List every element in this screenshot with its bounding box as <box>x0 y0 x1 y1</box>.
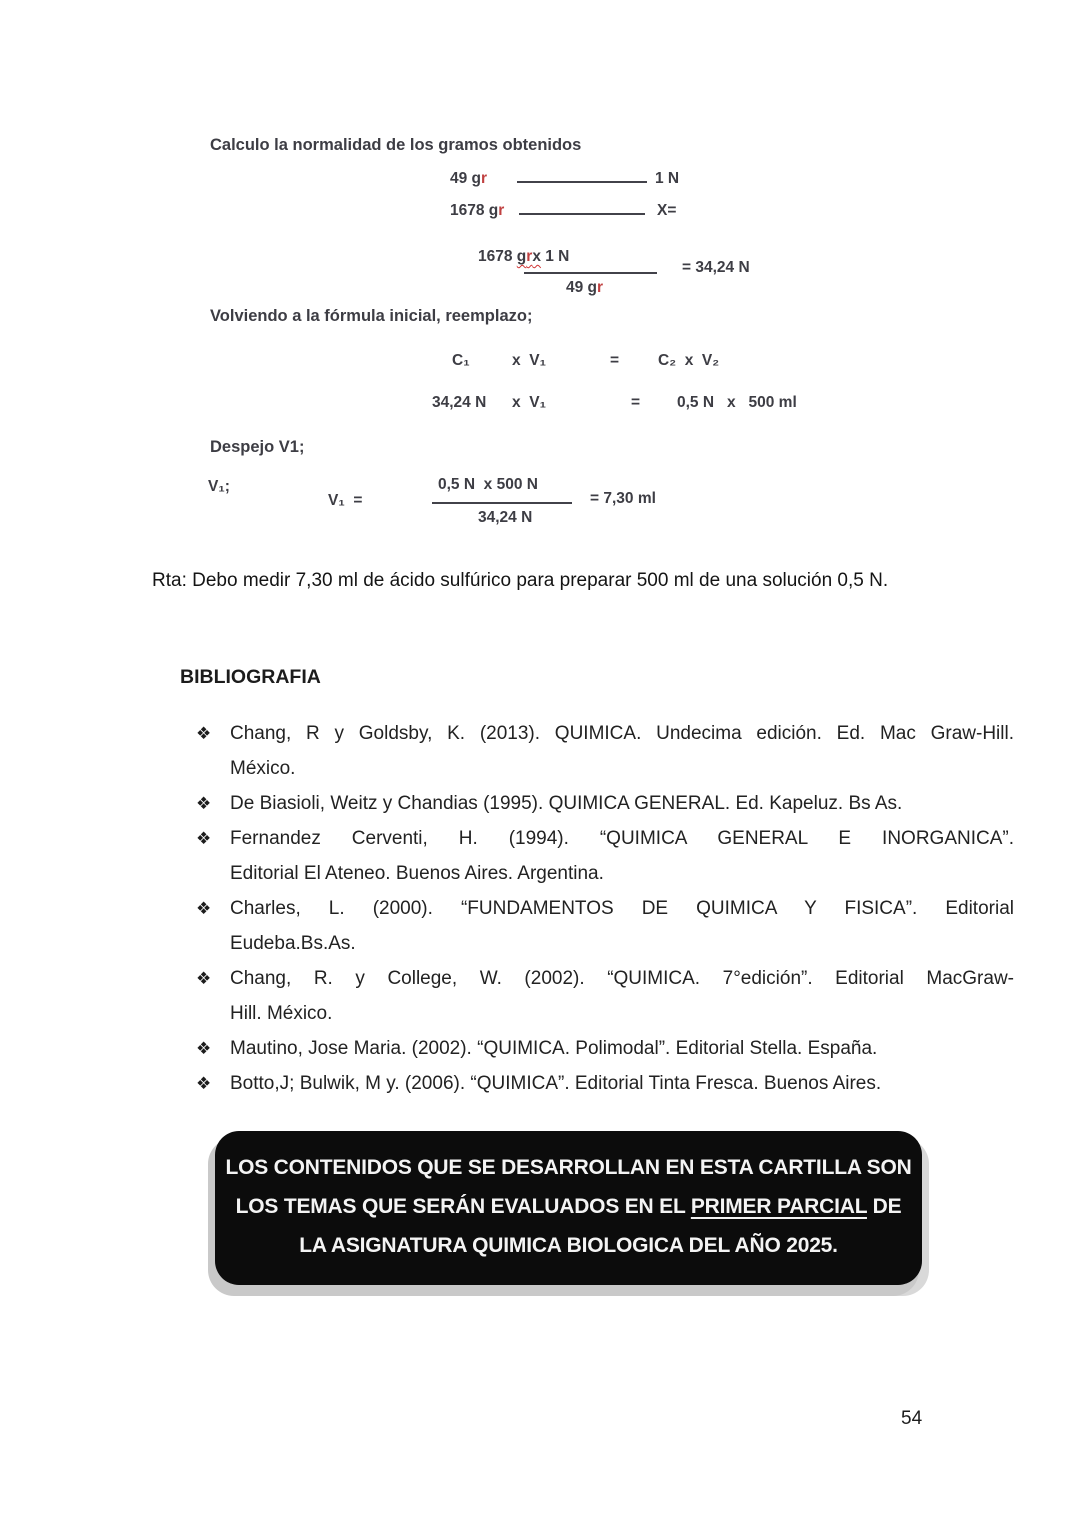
bibliography-line: De Biasioli, Weitz y Chandias (1995). QUIMICA GENERAL. Ed. Kapeluz. Bs As. <box>230 793 903 814</box>
numerator-g: g <box>516 248 527 265</box>
diamond-bullet-icon: ❖ <box>196 969 212 988</box>
bibliography-line: Botto,J; Bulwik, M y. (2006). “QUIMICA”. Editorial Tinta Fresca. Buenos Aires. <box>230 1073 882 1094</box>
qty-red-letter: r <box>481 170 488 187</box>
bibliography-heading: BIBLIOGRAFIA <box>180 666 321 688</box>
calculation-section <box>0 0 1080 560</box>
bibliography-line: México. <box>230 758 296 779</box>
bibliography-line: Chang, R y Goldsby, K. (2013). QUIMICA. Undecima edición. Ed. Mac Graw-Hill. <box>230 723 1014 744</box>
numerator-text: 1678 <box>478 248 517 265</box>
bibliography-item <box>196 1031 1014 1066</box>
notice-underlined-text: PRIMER PARCIAL <box>690 1195 867 1218</box>
denominator-text: 49 g <box>566 279 598 296</box>
fraction1-result: = 34,24 N <box>682 259 750 276</box>
bibliography-list <box>196 716 1014 1101</box>
proportion-row2-qty <box>450 202 504 220</box>
bibliography-item <box>196 716 1014 786</box>
despejo-text: Despejo V1; <box>210 438 305 456</box>
bibliography-line: Chang, R. y College, W. (2002). “QUIMICA. 7°edición”. Editorial MacGraw- <box>230 968 1014 989</box>
bibliography-item <box>196 786 1014 821</box>
qty-text: 49 g <box>450 170 482 187</box>
eq1-c1: C₁ <box>452 352 470 369</box>
qty-red-letter: r <box>498 202 505 219</box>
notice-line-1: LOS CONTENIDOS QUE SE DESARROLLAN EN ESTA CARTILLA SON <box>225 1156 912 1179</box>
eq2-equals: = <box>631 394 641 411</box>
diamond-bullet-icon: ❖ <box>196 1074 212 1093</box>
fraction2-numerator: 0,5 N x 500 N <box>438 476 538 493</box>
numerator-red-letter: r <box>526 248 533 265</box>
page-number: 54 <box>901 1408 923 1429</box>
proportion-row2-line <box>519 213 645 215</box>
fraction2-bar <box>432 502 572 504</box>
fraction1-numerator <box>478 248 569 266</box>
diamond-bullet-icon: ❖ <box>196 829 212 848</box>
v1-equals: V₁ = <box>328 492 363 509</box>
diamond-bullet-icon: ❖ <box>196 1039 212 1058</box>
volviendo-text: Volviendo a la fórmula inicial, reemplazo; <box>210 307 533 325</box>
numerator-x: x <box>532 248 541 265</box>
bibliography-item-text <box>230 716 1014 786</box>
diamond-bullet-icon: ❖ <box>196 724 212 743</box>
notice-line-3: LA ASIGNATURA QUIMICA BIOLOGICA DEL AÑO 2025. <box>299 1234 838 1257</box>
fraction1-bar <box>524 272 657 274</box>
bibliography-item <box>196 1066 1014 1101</box>
denominator-red-letter: r <box>597 279 604 296</box>
proportion-row2-value: X= <box>657 202 677 219</box>
notice-line-2-text: LOS TEMAS QUE SERÁN EVALUADOS EN EL <box>235 1195 691 1218</box>
eq2-rhs: 0,5 N x 500 ml <box>677 394 797 411</box>
bibliography-line: Fernandez Cerventi, H. (1994). “QUIMICA GENERAL E INORGANICA”. <box>230 828 1014 849</box>
notice-line-2 <box>215 1187 922 1226</box>
eq2-lhs: 34,24 N <box>432 394 487 411</box>
notice-line-2-text: DE <box>866 1195 902 1218</box>
bibliography-item-text <box>230 821 1014 891</box>
bibliography-item-text <box>230 1066 1014 1101</box>
bibliography-item-text <box>230 961 1014 1031</box>
calc-title: Calculo la normalidad de los gramos obtenidos <box>210 136 582 154</box>
diamond-bullet-icon: ❖ <box>196 794 212 813</box>
qty-text: 1678 g <box>450 202 499 219</box>
bibliography-line: Hill. México. <box>230 1003 333 1024</box>
bibliography-line: Mautino, Jose Maria. (2002). “QUIMICA. Polimodal”. Editorial Stella. España. <box>230 1038 878 1059</box>
bibliography-item <box>196 891 1014 961</box>
bibliography-item-text <box>230 891 1014 961</box>
bibliography-line: Charles, L. (2000). “FUNDAMENTOS DE QUIMICA Y FISICA”. Editorial <box>230 898 1014 919</box>
bibliography-item-text <box>230 786 1014 821</box>
proportion-row1-value: 1 N <box>655 170 680 187</box>
rta-answer-text: Rta: Debo medir 7,30 ml de ácido sulfúrico para preparar 500 ml de una solución 0,5 N. <box>152 570 889 591</box>
bibliography-line: Editorial El Ateneo. Buenos Aires. Argentina. <box>230 863 604 884</box>
eq2-xv1: x V₁ <box>512 394 546 411</box>
bibliography-item-text <box>230 1031 1014 1066</box>
eq1-xv1: x V₁ <box>512 352 546 369</box>
fraction1-denominator <box>566 279 603 297</box>
typo-wavy-underline <box>517 248 541 265</box>
fraction2-result: = 7,30 ml <box>590 490 656 507</box>
fraction2-denominator: 34,24 N <box>478 509 533 526</box>
diamond-bullet-icon: ❖ <box>196 899 212 918</box>
v1-label: V₁; <box>208 478 230 495</box>
bibliography-item <box>196 961 1014 1031</box>
eq1-rhs: C₂ x V₂ <box>658 352 720 369</box>
numerator-text: 1 N <box>540 248 570 265</box>
bibliography-line: Eudeba.Bs.As. <box>230 933 356 954</box>
proportion-row1-qty <box>450 170 487 188</box>
bibliography-item <box>196 821 1014 891</box>
notice-box <box>215 1131 922 1285</box>
proportion-row1-line <box>517 181 647 183</box>
eq1-equals: = <box>610 352 620 369</box>
